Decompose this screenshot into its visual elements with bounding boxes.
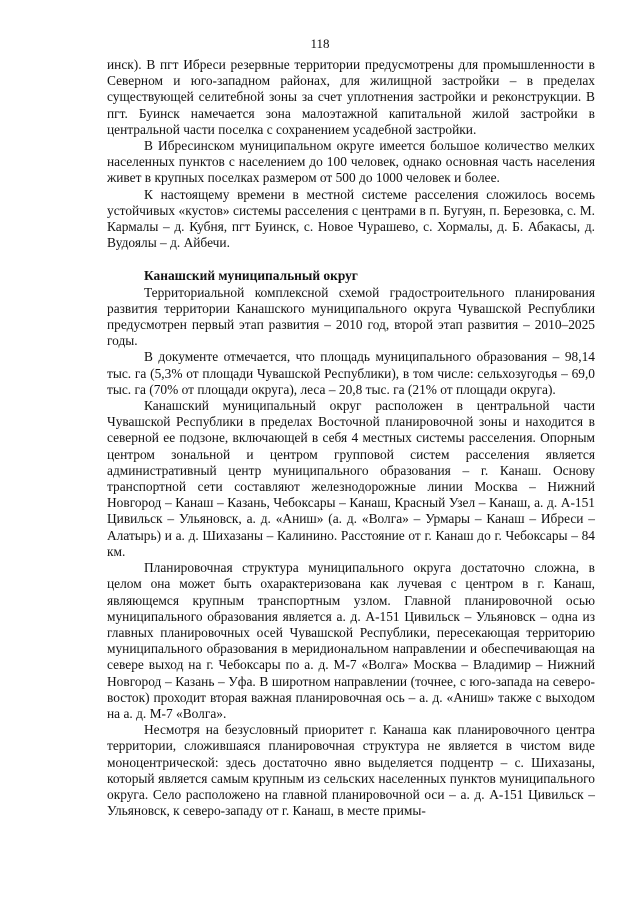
paragraph-ibresi-small-settlements: В Ибресинском муниципальном округе имеется большое количество мелких населенных пунктов с населением до 100 человек, однако основная часть населения живет в крупных поселках размером от 500 до 1000 человек и более.: [107, 138, 595, 186]
page-number: 118: [310, 36, 330, 51]
paragraph-kanash-area: В документе отмечается, что площадь муниципального образования – 98,14 тыс. га (5,3% от площади Чувашской Республики), в том числе: сельхозугодья – 69,0 тыс. га (70% от площади округа), леса – 20,8 тыс. га (21% от площади округа).: [107, 349, 595, 397]
paragraph-kanash-development-stages: Территориальной комплексной схемой градостроительного планирования развития территории Канашского муниципального округа Чувашской Республики предусмотрен первый этап развития – 2010 год, второй этап развития – 2010–2025 годы.: [107, 284, 595, 349]
paragraph-kanash-location: Канашский муниципальный округ расположен в центральной части Чувашской Республики в пределах Восточной планировочной зоны и находится в северной ее подзоне, включающей в себя 4 местных системы расселения. Опорным центром зональной и центром групповой систем расселения является административный центр муниципального образования – г. Канаш. Основу транспортной сети составляют железнодорожные линии Москва – Нижний Новгород – Канаш – Казань, Чебоксары – Канаш, Красный Узел – Канаш, а. д. А-151 Цивильск – Ульяновск, а. д. «Аниш» (а. д. «Волга» – Урмары – Канаш – Ибреси – Алатырь) и а. д. Шихазаны – Калинино. Расстояние от г. Канаш до г. Чебоксары – 84 км.: [107, 398, 595, 559]
body-text: [107, 57, 595, 819]
paragraph-ibresi-settlement-clusters: К настоящему времени в местной системе расселения сложилось восемь устойчивых «кустов» системы расселения с центрами в п. Бугуян, п. Березовка, с. М. Кармалы – д. Кубня, пгт Буинск, с. Новое Чурашево, с. Хормалы, д. Б. Абакасы, д. Вудоялы – д. Айбечи.: [107, 186, 595, 251]
section-heading-kanash: Канашский муниципальный округ: [144, 268, 358, 284]
paragraph-kanash-subcenter: Несмотря на безусловный приоритет г. Канаша как планировочного центра территории, сложившаяся планировочная структура не является в чистом виде моноцентрической: здесь достаточно явно выделяется подцентр – с. Шихазаны, который является самым крупным из сельских населенных пунктов муниципального округа. Село расположено на главной планировочной оси – а. д. А-151 Цивильск – Ульяновск, к северо-западу от г. Канаш, в месте примы-: [107, 722, 595, 819]
paragraph-kanash-planning-structure: Планировочная структура муниципального округа достаточно сложна, в целом она может быть охарактеризована как лучевая с центром в г. Канаш, являющемся крупным транспортным узлом. Главной планировочной осью муниципального образования является а. д. А-151 Цивильск – Ульяновск – одна из главных планировочных осей Чувашской Республики, пересекающая территорию муниципального образования в меридиональном направлении и обеспечивающая на севере выход на г. Чебоксары по а. д. М-7 «Волга» Москва – Владимир – Нижний Новгород – Казань – Уфа. В широтном направлении (точнее, с юго-запада на северо-восток) проходит вторая важная планировочная ось – а. д. «Аниш» также с выходом на а. д. М-7 «Волга».: [107, 560, 595, 721]
paragraph-ibresi-reserve-territories: инск). В пгт Ибреси резервные территории предусмотрены для промышленности в Северном и юго-западном районах, для жилищной застройки – в пределах существующей селитебной зоны за счет уплотнения застройки и реконструкции. В пгт. Буинск намечается зона малоэтажной капитальной жилой застройки в центральной части поселка с сохранением усадебной застройки.: [107, 57, 595, 137]
